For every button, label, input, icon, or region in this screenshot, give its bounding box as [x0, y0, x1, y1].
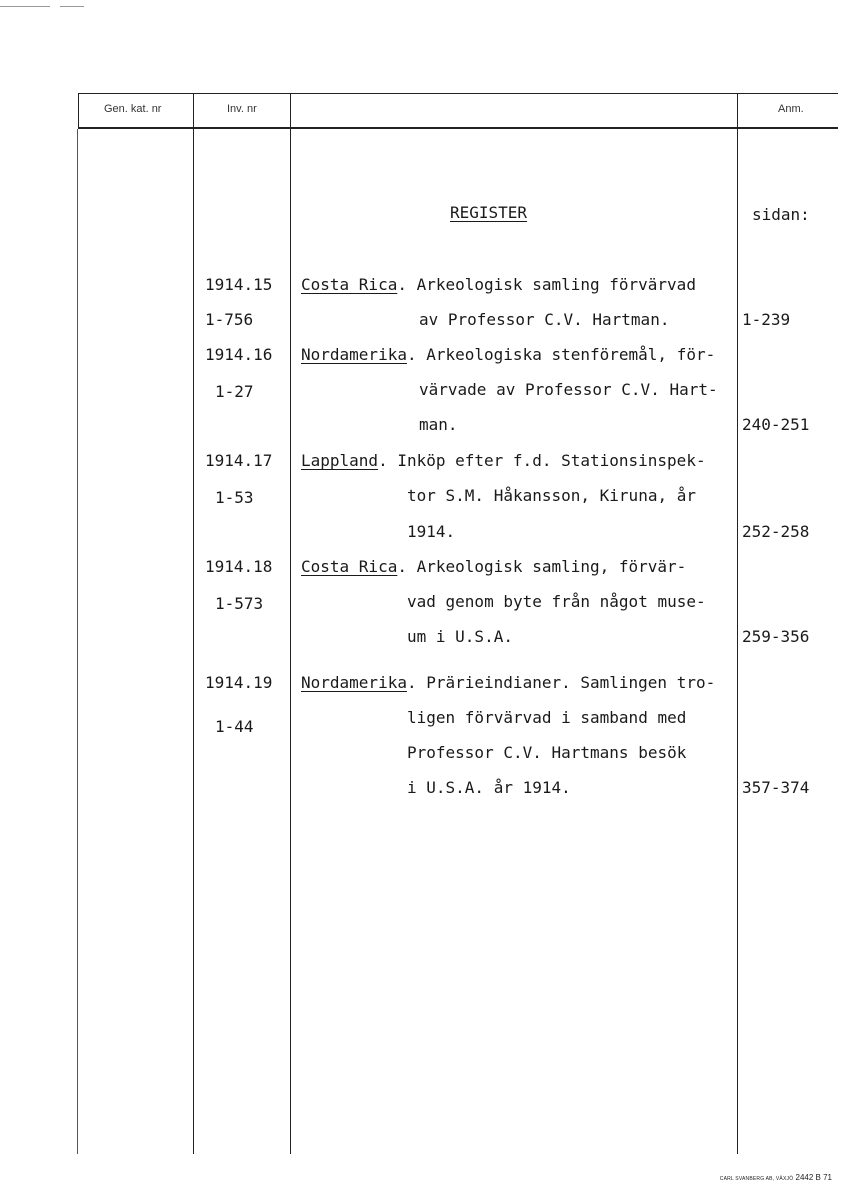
register-title: REGISTER	[450, 203, 528, 222]
column-divider-genkat	[193, 93, 194, 1154]
entry-line-1	[301, 451, 706, 471]
header-anm: Anm.	[778, 103, 804, 115]
entry-pages: 240-251	[742, 415, 810, 434]
header-inv-nr: Inv. nr	[227, 103, 257, 115]
header-gen-kat-nr: Gen. kat. nr	[104, 103, 162, 115]
entry-desc: . Prärieindianer. Samlingen tro-	[406, 673, 716, 692]
entry-place: Costa Rica	[301, 557, 398, 576]
entry-line: man.	[419, 415, 458, 434]
entry-inv-range: 1-573	[215, 594, 264, 613]
column-divider-inv	[290, 93, 291, 1154]
entry-line-1	[301, 345, 715, 365]
entry-desc: . Arkeologisk samling förvärvad	[397, 275, 696, 294]
entry-line: ligen förvärvad i samband med	[407, 708, 687, 727]
entry-inv-range: 1-44	[215, 717, 254, 736]
entry-inv-range: 1-27	[215, 382, 254, 401]
entry-line: Professor C.V. Hartmans besök	[407, 743, 687, 762]
entry-desc: . Arkeologiska stenföremål, för-	[406, 345, 716, 364]
column-divider-left-edge	[78, 93, 79, 129]
entry-line: värvade av Professor C.V. Hart-	[419, 380, 718, 399]
sidan-label: sidan:	[752, 205, 810, 224]
entry-inv-year: 1914.15	[205, 275, 273, 294]
entry-line: 1914.	[407, 522, 456, 541]
corner-mark	[0, 6, 50, 7]
printer-mark	[720, 1173, 832, 1182]
printer-name: CARL SVANBERG AB, VÄXJÖ	[719, 1176, 794, 1182]
entry-inv-year: 1914.19	[205, 673, 273, 692]
entry-line: vad genom byte från något muse-	[407, 592, 706, 611]
corner-mark	[60, 6, 84, 7]
entry-line-1	[301, 275, 696, 295]
form-code: 2442 B 71	[795, 1173, 832, 1182]
entry-place: Costa Rica	[301, 275, 398, 294]
entry-line: av Professor C.V. Hartman.	[419, 310, 670, 329]
entry-pages: 357-374	[742, 778, 810, 797]
entry-place: Nordamerika	[301, 345, 407, 364]
header-top-rule	[78, 93, 838, 94]
entry-line-1	[301, 557, 686, 577]
entry-line: tor S.M. Håkansson, Kiruna, år	[407, 486, 696, 505]
entry-place: Lappland	[301, 451, 379, 470]
entry-desc: . Arkeologisk samling, förvär-	[397, 557, 687, 576]
entry-line-1	[301, 673, 715, 693]
entry-inv-range: 1-756	[205, 310, 254, 329]
entry-inv-year: 1914.17	[205, 451, 273, 470]
entry-inv-year: 1914.16	[205, 345, 273, 364]
entry-inv-year: 1914.18	[205, 557, 273, 576]
entry-line: i U.S.A. år 1914.	[407, 778, 571, 797]
entry-place: Nordamerika	[301, 673, 407, 692]
entry-line: um i U.S.A.	[407, 627, 513, 646]
column-divider-left	[77, 129, 78, 1154]
entry-pages: 259-356	[742, 627, 810, 646]
entry-inv-range: 1-53	[215, 488, 254, 507]
header-bottom-rule	[78, 127, 838, 129]
entry-pages: 1-239	[742, 310, 791, 329]
entry-pages: 252-258	[742, 522, 810, 541]
entry-desc: . Inköp efter f.d. Stationsinspek-	[378, 451, 706, 470]
column-divider-anm	[737, 93, 738, 1154]
